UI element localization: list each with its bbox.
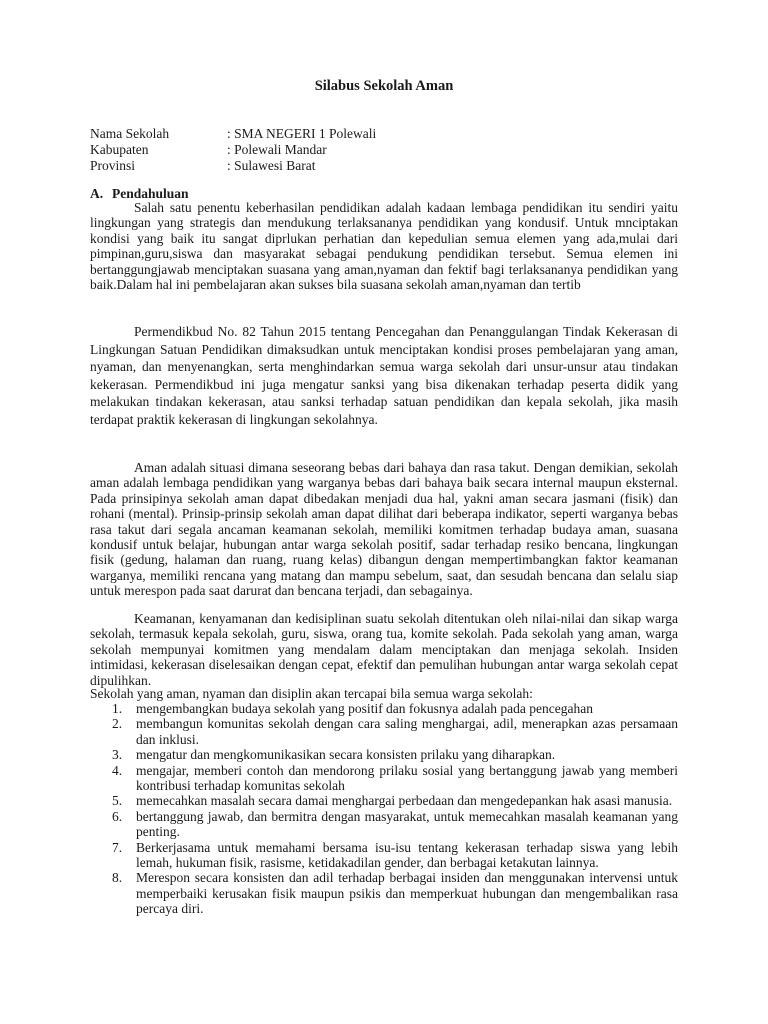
- list-item-number: 7.: [112, 839, 123, 855]
- document-title: Silabus Sekolah Aman: [314, 78, 454, 94]
- list-item-text: bertanggung jawab, dan bermitra dengan masyarakat, untuk memecahkan masalah keamanan yang penting.: [136, 808, 678, 840]
- section-letter: A.: [90, 186, 104, 201]
- list-item-number: 4.: [112, 762, 123, 778]
- list-item: [90, 763, 678, 794]
- requirements-list: [90, 701, 678, 917]
- school-name-row: [90, 126, 376, 142]
- list-item: [90, 840, 678, 871]
- list-item-number: 8.: [112, 870, 123, 886]
- list-item-text: membangun komunitas sekolah dengan cara saling menghargai, adil, menerapkan azas persamaan dan inklusi.: [136, 716, 678, 747]
- list-item: [90, 870, 678, 916]
- list-item-text: memecahkan masalah secara damai menghargai perbedaan dan mengedepankan hak asasi manusia.: [136, 793, 673, 809]
- paragraph-definition: Aman adalah situasi dimana seseorang bebas dari bahaya dan rasa takut. Dengan demikian, sekolah aman adalah lembaga pendidikan yang warganya bebas dari bahaya baik secara internal maupun eksternal. Pada prinsipinya sekolah aman dapat dibedakan menjadi dua hal, yakni aman secara jasmani (fisik) dan rohani (mental). Prinsip-prinsip sekolah aman dapat dilihat dari beberapa indikator, seperti warganya bebas rasa takut dari segala ancaman keamanan sekolah, memiliki komitmen terhadap budaya aman, suasana kondusif untuk belajar, hubungan antar warga sekolah positif, sadar terhadap resiko bencana, lingkungan fisik (gedung, halaman dan ruang, ruang kelas) dibangun dengan mempertimbangkan faktor keamanan warganya, memiliki rencana yang matang dan mampu sebelum, saat, dan sesudah bencana dan selalu siap untuk merespon pada saat darurat dan bencana terjadi, dan sebagainya.: [90, 460, 678, 599]
- list-item-number: 1.: [112, 701, 123, 716]
- list-item-text: mengatur dan mengkomunikasikan secara konsisten prilaku yang diharapkan.: [136, 747, 556, 763]
- list-item-number: 5.: [112, 793, 123, 809]
- list-item-text: Berkerjasama untuk memahami bersama isu-isu tentang kekerasan terhadap siswa yang lebih lemah, hukuman fisik, rasisme, ketidakadilan gender, dan berbagai ketakutan lainnya.: [136, 839, 678, 871]
- paragraph-intro: Salah satu penentu keberhasilan pendidikan adalah kadaan lembaga pendidikan itu sendiri yaitu lingkungan yang strategis dan mendukung terlaksananya pendidikan yang kondusif. Untuk mnciptakan kondisi yang baik itu sangat diprlukan perhatian dan kepedulian semua elemen yang ada,mulai dari pimpinan,guru,siswa dan masyarakat sebagai pendukung pendidikan tersebut. Semua elemen ini bertanggungjawab menciptakan suasana yang aman,nyaman dan fektif bagi terlaksananya pendidikan yang baik.Dalam hal ini pembelajaran akan sukses bila suasana sekolah aman,nyaman dan tertib: [90, 200, 678, 293]
- list-item: [90, 793, 678, 808]
- school-name-label: Nama Sekolah: [90, 126, 170, 141]
- list-item-number: 2.: [112, 716, 123, 732]
- list-intro: Sekolah yang aman, nyaman dan disiplin akan tercapai bila semua warga sekolah:: [90, 686, 533, 701]
- list-item: [90, 809, 678, 840]
- school-info: [90, 126, 376, 174]
- list-item-text: mengembangkan budaya sekolah yang positif dan fokusnya adalah pada pencegahan: [136, 701, 593, 716]
- paragraph-security: Keamanan, kenyamanan dan kedisiplinan suatu sekolah ditentukan oleh nilai-nilai dan sikap warga sekolah, termasuk kepala sekolah, guru, siswa, orang tua, komite sekolah. Pada sekolah yang aman, warga sekolah mempunyai komitmen yang mendalam dalam menciptakan dan menjaga sekolah. Insiden intimidasi, kekerasan diselesaikan dengan cepat, efektif dan pemulihan hubungan antar warga sekolah cepat dipulihkan.: [90, 611, 678, 688]
- list-item-number: 6.: [112, 808, 123, 824]
- list-item-text: Merespon secara konsisten dan adil terhadap berbagai insiden dan menggunakan intervensi untuk memperbaiki kerusakan fisik maupun psikis dan memperkuat hubungan dan mengembalikan rasa percaya diri.: [136, 870, 678, 917]
- school-name-value: : SMA NEGERI 1 Polewali: [227, 126, 377, 141]
- list-item-number: 3.: [112, 747, 123, 763]
- province-label: Provinsi: [90, 158, 136, 173]
- regency-row: [90, 142, 376, 158]
- paragraph-permendikbud: Permendikbud No. 82 Tahun 2015 tentang Pencegahan dan Penanggulangan Tindak Kekerasan di Lingkungan Satuan Pendidikan dimaksudkan untuk menciptakan kondisi proses pembelajaran yang aman, nyaman, dan menyenangkan, serta menghindarkan semua warga sekolah dari unsur-unsur atau tindakan kekerasan. Permendikbud ini juga mengatur sanksi yang bisa dikenakan terhadap peserta didik yang melakukan tindakan kekerasan, atau sanksi terhadap satuan pendidikan dan kepala sekolah, jika masih terdapat praktik kekerasan di lingkungan sekolahnya.: [90, 324, 678, 427]
- list-item: [90, 716, 678, 747]
- list-item-text: mengajar, memberi contoh dan mendorong prilaku sosial yang bertanggung jawab yang memberi kontribusi terhadap komunitas sekolah: [136, 762, 678, 794]
- regency-label: Kabupaten: [90, 142, 149, 157]
- province-value: : Sulawesi Barat: [227, 158, 316, 173]
- regency-value: : Polewali Mandar: [227, 142, 327, 157]
- section-title: Pendahuluan: [112, 186, 189, 201]
- province-row: [90, 158, 376, 174]
- list-item: [90, 747, 678, 762]
- list-item: [90, 701, 678, 716]
